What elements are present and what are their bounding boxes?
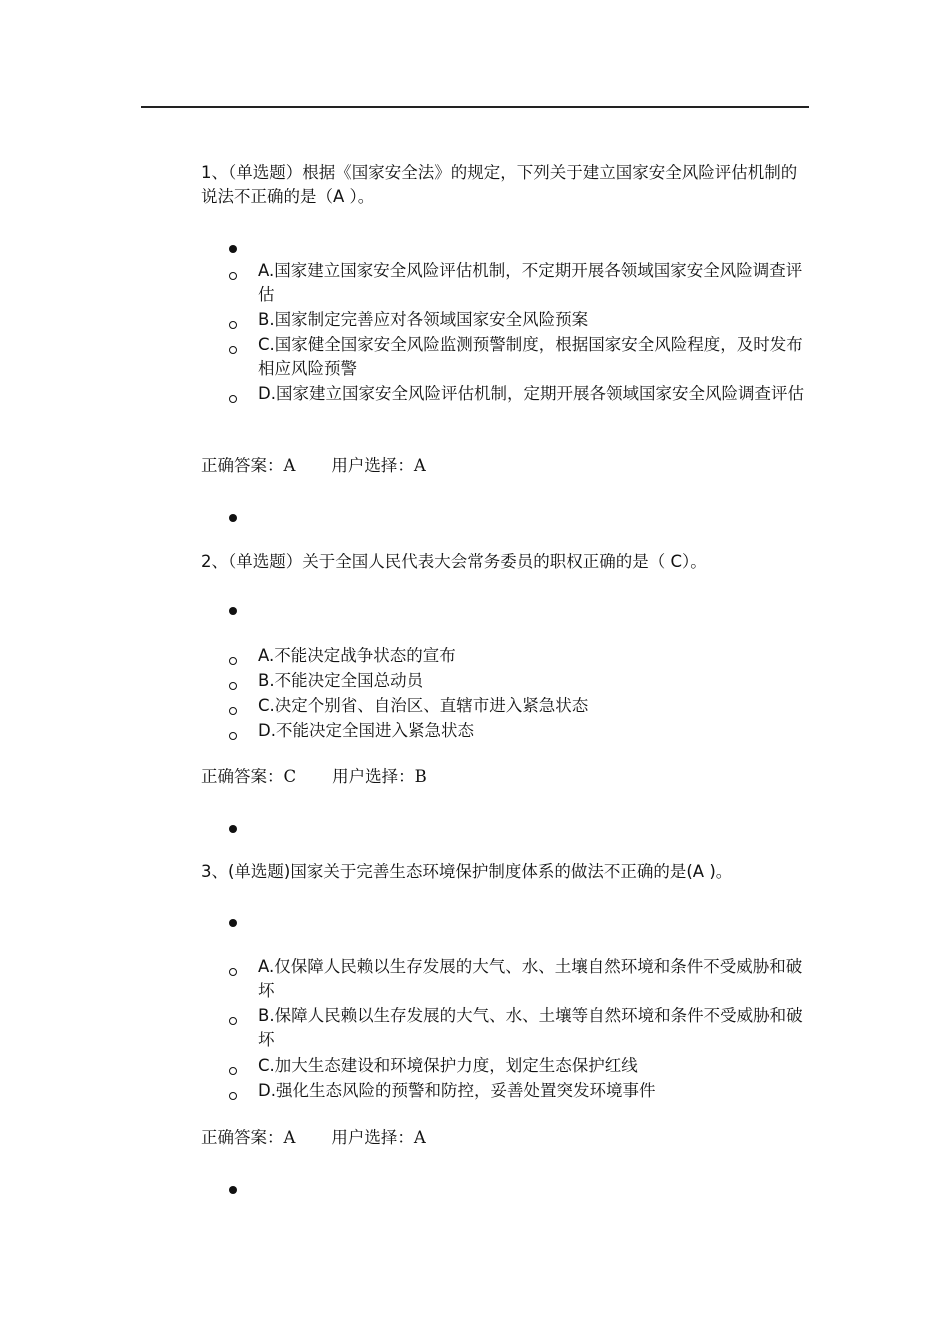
- correct-answer-label: 正确答案：: [201, 1128, 284, 1147]
- option-2d: D.不能决定全国进入紧急状态: [258, 721, 474, 740]
- option-2d-marker: [229, 732, 237, 740]
- user-choice-label: 用户选择：: [331, 456, 414, 475]
- user-choice-value: A: [413, 1128, 426, 1147]
- user-choice-value: B: [414, 767, 427, 786]
- option-1d: D.国家建立国家安全风险评估机制，定期开展各领域国家安全风险调查评估: [258, 384, 804, 403]
- option-1c: C.国家健全国家安全风险监测预警制度，根据国家安全风险程度，及时发布相应风险预警: [258, 335, 803, 378]
- question-1-text: 1、（单选题）根据《国家安全法》的规定，下列关于建立国家安全风险评估机制的说法不正确的是（A ）。: [201, 163, 798, 206]
- answer-line-2: [201, 765, 427, 789]
- option-2b: B.不能决定全国总动员: [258, 671, 424, 690]
- header-rule: [141, 106, 809, 108]
- separator-bullet: [229, 514, 237, 522]
- option-1b: B.国家制定完善应对各领域国家安全风险预案: [258, 310, 589, 329]
- separator-bullet: [229, 1186, 237, 1194]
- option-1b-marker: [229, 321, 237, 329]
- option-2a: A.不能决定战争状态的宣布: [258, 646, 456, 665]
- option-2b-marker: [229, 682, 237, 690]
- correct-answer-label: 正确答案：: [201, 767, 284, 786]
- question-2-bullet: [229, 607, 237, 615]
- separator-bullet: [229, 825, 237, 833]
- correct-answer-label: 正确答案：: [201, 456, 284, 475]
- user-choice-label: 用户选择：: [331, 1128, 414, 1147]
- option-1a: A.国家建立国家安全风险评估机制，不定期开展各领域国家安全风险调查评估: [258, 261, 803, 304]
- option-1a-marker: [229, 272, 237, 280]
- user-choice-value: A: [413, 456, 426, 475]
- option-3d: D.强化生态风险的预警和防控，妥善处置突发环境事件: [258, 1081, 656, 1100]
- answer-line-3: [201, 1126, 426, 1150]
- answer-line-1: [201, 454, 426, 478]
- option-3c-marker: [229, 1067, 237, 1075]
- option-1c-marker: [229, 346, 237, 354]
- question-2-text: 2、（单选题）关于全国人民代表大会常务委员的职权正确的是（ C）。: [201, 552, 707, 571]
- option-2c-marker: [229, 707, 237, 715]
- option-3d-marker: [229, 1092, 237, 1100]
- user-choice-label: 用户选择：: [332, 767, 415, 786]
- correct-answer-value: A: [283, 456, 296, 475]
- question-3-bullet: [229, 919, 237, 927]
- question-3-text: 3、(单选题)国家关于完善生态环境保护制度体系的做法不正确的是(A )。: [201, 862, 733, 881]
- option-3a-marker: [229, 968, 237, 976]
- correct-answer-value: A: [283, 1128, 296, 1147]
- option-3c: C.加大生态建设和环境保护力度，划定生态保护红线: [258, 1056, 638, 1075]
- option-1d-marker: [229, 395, 237, 403]
- option-3b: B.保障人民赖以生存发展的大气、水、土壤等自然环境和条件不受威胁和破坏: [258, 1006, 803, 1049]
- option-2c: C.决定个别省、自治区、直辖市进入紧急状态: [258, 696, 589, 715]
- option-3a: A.仅保障人民赖以生存发展的大气、水、土壤自然环境和条件不受威胁和破坏: [258, 957, 803, 1000]
- option-3b-marker: [229, 1017, 237, 1025]
- correct-answer-value: C: [283, 767, 297, 786]
- question-1-bullet: [229, 245, 237, 253]
- option-2a-marker: [229, 657, 237, 665]
